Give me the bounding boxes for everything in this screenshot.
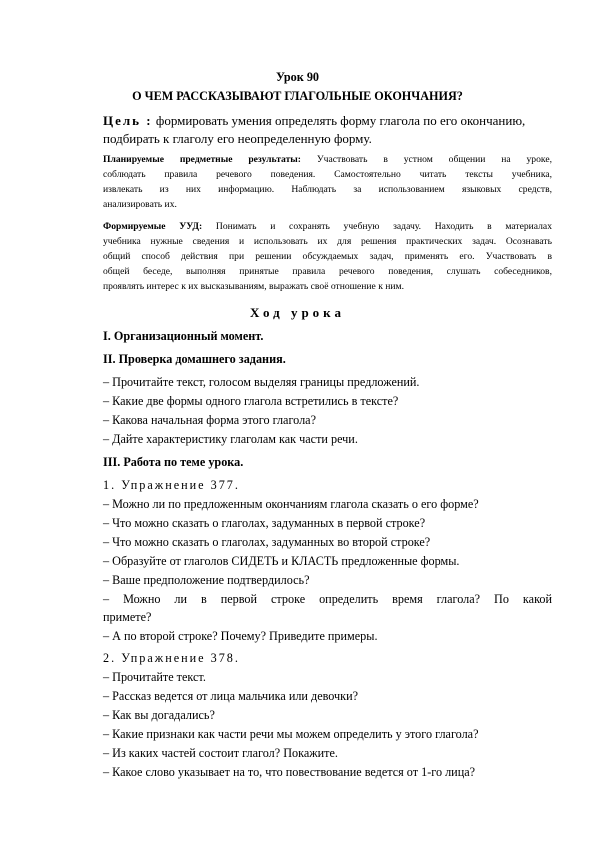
lesson-number: Урок 90 [275,70,320,84]
planned-line-4: анализировать их. [103,199,177,210]
hw-question: – Прочитайте текст, голосом выделяя границы предложений. [103,375,420,389]
planned-text-1: Участвовать в устном общении на уроке, [316,154,552,165]
goal-label: Цель : [103,113,153,128]
exercise-377-question-long: – Можно ли в первой строке определить время глагола? По какой [103,592,552,606]
exercise-377-question: – А по второй строке? Почему? Приведите примеры. [103,629,378,643]
section-3-heading: III. Работа по теме урока. [103,455,244,469]
uud-line-2: учебника нужные сведения и использовать их для решения практических задач. Осознавать [103,236,552,247]
lesson-title: О ЧЕМ РАССКАЗЫВАЮТ ГЛАГОЛЬНЫЕ ОКОНЧАНИЯ? [132,89,463,103]
goal-line-1 [103,113,525,128]
uud-line-4: общей беседе, выполняя принятые правила речевого поведения, слушать собеседников, [103,266,552,277]
course-heading: Ход урока [250,305,345,320]
planned-label: Планируемые предметные результаты: [103,154,301,165]
planned-line-2: соблюдать правила речевого поведения. Самостоятельно читать тексты учебника, [103,169,552,180]
uud-line-3: общий способ действия при решении обсуждаемых задач, применять его. Участвовать в [103,251,552,262]
exercise-377-question: – Можно ли по предложенным окончаниям глагола сказать о его форме? [103,497,479,511]
uud-line-5: проявлять интерес к их высказываниям, выражать своё отношение к ним. [103,281,405,292]
exercise-377-question: – Что можно сказать о глаголах, задуманных во второй строке? [103,535,431,549]
exercise-378-label: 2. Упражнение 378. [103,651,240,665]
uud-line-1 [103,221,552,233]
exercise-378-question: – Какие признаки как части речи мы можем определить у этого глагола? [103,727,479,741]
hw-question: – Какие две формы одного глагола встретились в тексте? [103,394,399,408]
uud-text-1: Понимать и сохранять учебную задачу. Находить в материалах [215,221,552,232]
hw-question: – Дайте характеристику глаголам как части речи. [103,432,358,446]
section-1-heading: I. Организационный момент. [103,329,264,343]
exercise-377-question: – Что можно сказать о глаголах, задуманных в первой строке? [103,516,426,530]
exercise-377-question-long-cont: примете? [103,610,152,624]
goal-text-1: формировать умения определять форму глагола по его окончанию, [155,113,526,128]
goal-line-2: подбирать к глаголу его неопределенную форму. [103,131,372,146]
exercise-378-question: – Как вы догадались? [103,708,215,722]
exercise-377-question: – Ваше предположение подтвердилось? [103,573,310,587]
exercise-377-label: 1. Упражнение 377. [103,478,240,492]
planned-line-3: извлекать из них информацию. Наблюдать за использованием языковых средств, [103,184,552,195]
exercise-378-question: – Рассказ ведется от лица мальчика или девочки? [103,689,359,703]
exercise-378-question: – Из каких частей состоит глагол? Покажите. [103,746,338,760]
section-2-heading: II. Проверка домашнего задания. [103,352,286,366]
hw-question: – Какова начальная форма этого глагола? [103,413,316,427]
exercise-377-question: – Образуйте от глаголов СИДЕТЬ и КЛАСТЬ предложенные формы. [103,554,460,568]
exercise-378-question: – Какое слово указывает на то, что повествование ведется от 1-го лица? [103,765,476,779]
uud-label: Формируемые УУД: [103,221,203,232]
exercise-378-question: – Прочитайте текст. [103,670,206,684]
planned-line-1 [103,154,552,166]
